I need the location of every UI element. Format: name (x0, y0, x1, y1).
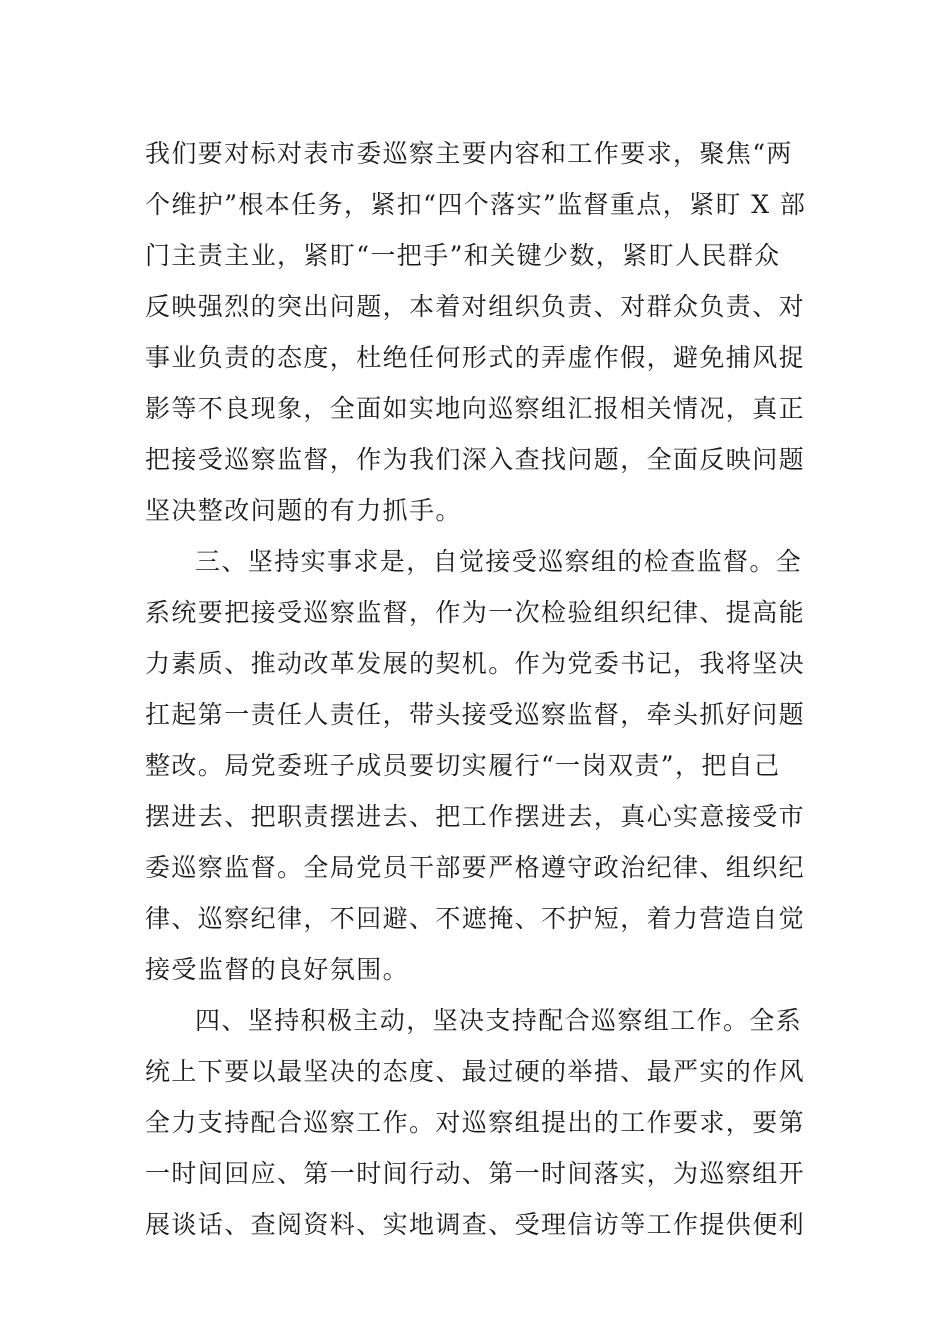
text-line: 门主责主业，紧盯“一把手”和关键少数，紧盯人民群众 (145, 241, 781, 270)
text-line: 我们要对标对表市委巡察主要内容和工作要求，聚焦“两 (145, 139, 793, 168)
text-line: 全力支持配合巡察工作。对巡察组提出的工作要求，要第 (145, 1108, 806, 1137)
text-line: 反映强烈的突出问题，本着对组织负责、对群众负责、对 (145, 292, 806, 321)
text-line: 展谈话、查阅资料、实地调查、受理信访等工作提供便利 (145, 1210, 806, 1239)
text-line: 影等不良现象，全面如实地向巡察组汇报相关情况，真正 (145, 394, 806, 423)
text-line: 把接受巡察监督，作为我们深入查找问题，全面反映问题 (145, 445, 806, 474)
text-line: 整改。局党委班子成员要切实履行“一岗双责”，把自己 (145, 751, 781, 780)
paragraph-heading-line: 三、坚持实事求是，自觉接受巡察组的检查监督。全 (195, 547, 803, 576)
text-line: 坚决整改问题的有力抓手。 (145, 496, 462, 525)
text-line: 统上下要以最坚决的态度、最过硬的举措、最严实的作风 (145, 1057, 806, 1086)
text-line: 摆进去、把职责摆进去、把工作摆进去，真心实意接受市 (145, 802, 806, 831)
text-line: 系统要把接受巡察监督，作为一次检验组织纪律、提高能 (145, 598, 806, 627)
text-line: 委巡察监督。全局党员干部要严格遵守政治纪律、组织纪 (145, 853, 806, 882)
text-line: 接受监督的良好氛围。 (145, 955, 410, 984)
text-line: 律、巡察纪律，不回避、不遮掩、不护短，着力营造自觉 (145, 904, 806, 933)
document-body (145, 128, 810, 1250)
text-line: 个维护”根本任务，紧扣“四个落实”监督重点，紧盯 X 部 (145, 190, 807, 219)
text-line: 一时间回应、第一时间行动、第一时间落实，为巡察组开 (145, 1159, 806, 1188)
text-line: 事业负责的态度，杜绝任何形式的弄虚作假，避免捕风捉 (145, 343, 806, 372)
text-line: 力素质、推动改革发展的契机。作为党委书记，我将坚决 (145, 649, 806, 678)
text-line: 扛起第一责任人责任，带头接受巡察监督，牵头抓好问题 (145, 700, 806, 729)
paragraph-heading-line: 四、坚持积极主动，坚决支持配合巡察组工作。全系 (195, 1006, 803, 1035)
